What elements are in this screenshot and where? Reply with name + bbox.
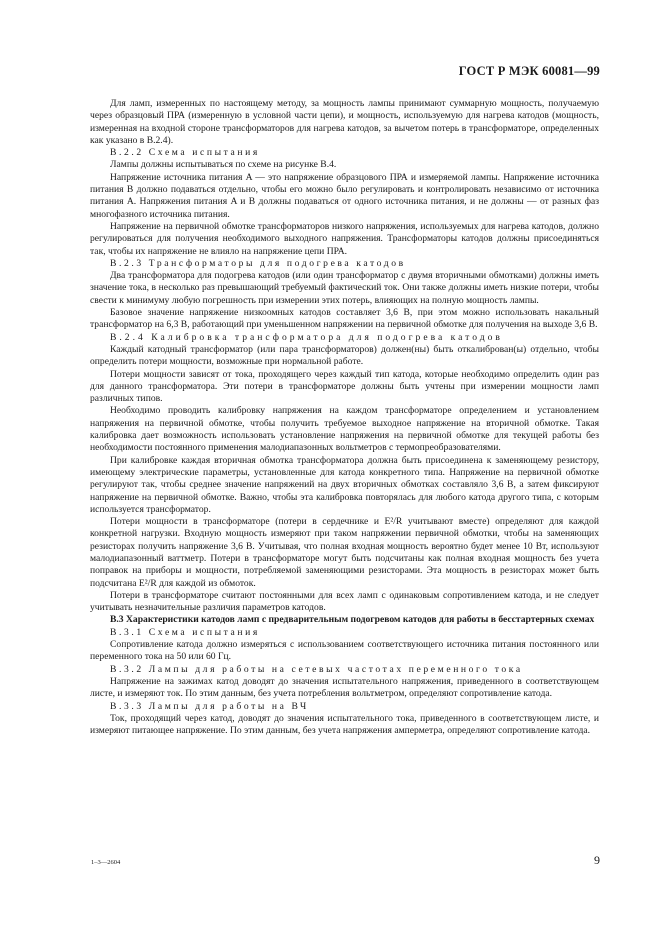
- section-heading-b24: В.2.4 Калибровка трансформатора для подогрева катодов: [110, 331, 503, 343]
- paragraph: При калибровке каждая вторичная обмотка трансформатора должна быть присоединена к заменяющему резистору, имеющему электрические параметры, установленные для катода конкретного типа. Напряжение на первичной обмотке регулируют так, чтобы среднее значение напряжений на двух вторичных обмотках составляло 3,6 В, а затем фиксируют напряжение на первичной обмотке. Важно, чтобы эта калибровка повторялась для любого катода другого типа, с которым используется трансформатор.: [90, 454, 599, 515]
- paragraph: Ток, проходящий через катод, доводят до значения испытательного тока, приведенного в соответствующем листе, и измеряют питающее напряжение. По этим данным, без учета напряжения амперметра, определяют сопротивление катода.: [90, 712, 599, 737]
- paragraph: Каждый катодный трансформатор (или пара трансформаторов) должен(ны) быть откалиброван(ы) отдельно, чтобы определить потери мощности, возможные при нормальной работе.: [90, 343, 599, 368]
- paragraph: Напряжение на зажимах катод доводят до значения испытательного напряжения, приведенного в соответствующем листе, и измеряют ток. По этим данным, без учета потребления вольтметром, определяют сопротивление катода.: [90, 675, 599, 700]
- document-body: [90, 98, 599, 737]
- paragraph: Два трансформатора для подогрева катодов (или один трансформатор с двумя вторичными обмотками) должны иметь значение тока, в несколько раз превышающий требуемый фактический ток. Они также должны иметь низкие потери, чтобы свести к минимуму любую погрешность при измерении этих потерь, влияющих на полную мощность лампы.: [90, 270, 599, 306]
- page-number: 9: [594, 853, 600, 867]
- paragraph: Напряжение на первичной обмотке трансформаторов низкого напряжения, используемых для нагрева катодов, должно регулироваться для получения необходимого выходного напряжения. Трансформаторы катодов должны присоединяться так, чтобы их напряжение не влияло на напряжение цепи ПРА.: [90, 220, 599, 257]
- section-heading-b23: В.2.3 Трансформаторы для подогрева катодов: [110, 257, 406, 269]
- section-heading-b32: В.3.2 Лампы для работы на сетевых частотах переменного тока: [110, 663, 523, 675]
- section-heading-b31: В.3.1 Схема испытания: [110, 626, 260, 638]
- paragraph: Потери в трансформаторе считают постоянными для всех ламп с одинаковым сопротивлением катода, и не следует учитывать незначительные различия параметров катодов.: [90, 589, 599, 614]
- paragraph: Лампы должны испытываться по схеме на рисунке В.4.: [110, 159, 337, 171]
- paragraph: Потери мощности зависят от тока, проходящего через каждый тип катода, которые необходимо определить один раз для данного трансформатора. Эти потери в трансформаторе должны быть учтены при измерении мощности ламп различных типов.: [90, 368, 599, 405]
- paragraph: Напряжение источника питания A — это напряжение образцового ПРА и измеряемой лампы. Напряжение источника питания B должно подаваться отдельно, чтобы его можно было регулировать и контролировать независимо от источника питания A. Напряжения питания A и B должны подаваться от одного источника питания, и не должны — от разных фаз многофазного источника питания.: [90, 171, 599, 220]
- paragraph: Базовое значение напряжение низкоомных катодов составляет 3,6 В, при этом можно использовать накальный трансформатор на 6,3 В, работающий при уменьшенном напряжении на первичной обмотке для получения на выходе 3,6 В.: [90, 307, 599, 331]
- section-heading-b22: В.2.2 Схема испытания: [110, 147, 260, 159]
- section-heading-b33: В.3.3 Лампы для работы на ВЧ: [110, 700, 309, 712]
- print-code: 1–3—2604: [91, 859, 121, 866]
- paragraph: Сопротивление катода должно измеряться с использованием соответствующего источника питания постоянного или переменного тока на 50 или 60 Гц.: [90, 639, 599, 663]
- paragraph: Необходимо проводить калибровку напряжения на каждом трансформаторе определением и установлением напряжения на первичной обмотке, чтобы получить требуемое выходное напряжение на вторичной обмотке. Такая калибровка дает возможность использовать установление напряжения на первичной обмотке для текущей работы без необходимости постоянного применения малодиапазонных вольтметров с термопреобразователями.: [90, 405, 599, 454]
- paragraph: Для ламп, измеренных по настоящему методу, за мощность лампы принимают суммарную мощность, получаемую через образцовый ПРА (измеренную в условной части цепи), и мощность, используемую для нагрева катодов (мощность, измеренная на входной стороне трансформаторов для нагрева катодов, за вычетом потерь в трансформаторе, определенных как указано в В.2.4).: [90, 98, 599, 146]
- paragraph: Потери мощности в трансформаторе (потери в сердечнике и E²/R учитывают вместе) определяют для каждой конкретной нагрузки. Входную мощность измеряют при таком напряжении первичной обмотки, чтобы на заменяющих резисторах получить напряжение 3,6 В. Учитывая, что полная входная мощность вероятно будет менее 10 Вт, используют малодиапазонный ваттметр. Потери в трансформаторе могут быть подсчитаны как полная входная мощность без учета поправок на приборы и мощности, потребляемой заменяющими резисторами. Эта мощность в резисторах может быть подсчитана E²/R для каждой из обмоток.: [90, 516, 599, 589]
- section-heading-b3: В.3 Характеристики катодов ламп с предварительным подогревом катодов для работы в бесстартерных схемах: [110, 614, 595, 626]
- standard-header: ГОСТ Р МЭК 60081—99: [458, 64, 600, 78]
